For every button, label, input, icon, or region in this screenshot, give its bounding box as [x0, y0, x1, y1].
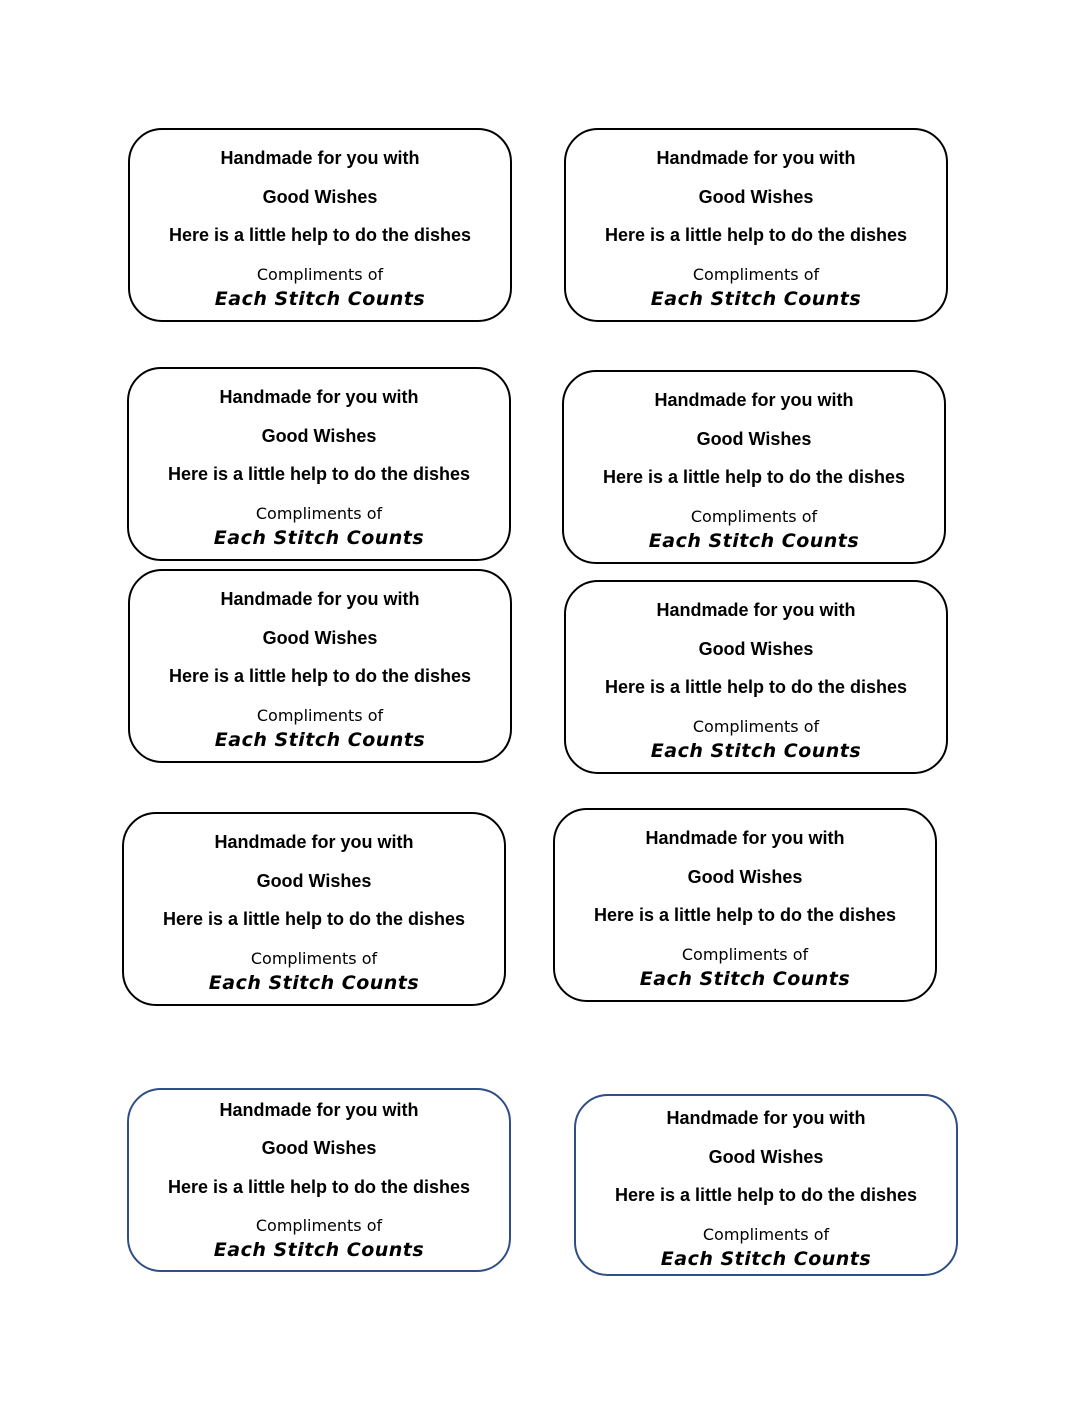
tag-line-good-wishes: Good Wishes [698, 639, 814, 659]
tag-line-brand: Each Stitch Counts [648, 530, 860, 552]
tag-line-handmade: Handmade for you with [220, 589, 420, 609]
gift-tag-8 [553, 808, 937, 1002]
tag-line-dishes: Here is a little help to do the dishes [167, 1177, 471, 1197]
tag-line-handmade: Handmade for you with [219, 1100, 419, 1120]
tag-line-compliments: Compliments of [692, 717, 820, 736]
tag-line-compliments: Compliments of [256, 706, 384, 725]
tag-line-handmade: Handmade for you with [214, 832, 414, 852]
tag-line-handmade: Handmade for you with [656, 148, 856, 168]
tag-line-brand: Each Stitch Counts [214, 288, 426, 310]
tag-line-compliments: Compliments of [690, 507, 818, 526]
tag-line-dishes: Here is a little help to do the dishes [162, 909, 466, 929]
tag-line-compliments: Compliments of [255, 504, 383, 523]
tag-line-compliments: Compliments of [702, 1225, 830, 1244]
tag-line-handmade: Handmade for you with [666, 1108, 866, 1128]
tag-line-handmade: Handmade for you with [656, 600, 856, 620]
tag-line-compliments: Compliments of [250, 949, 378, 968]
tag-line-brand: Each Stitch Counts [660, 1248, 872, 1270]
tag-line-brand: Each Stitch Counts [208, 972, 420, 994]
tag-line-brand: Each Stitch Counts [639, 968, 851, 990]
tag-line-dishes: Here is a little help to do the dishes [168, 666, 472, 686]
tag-line-dishes: Here is a little help to do the dishes [602, 467, 906, 487]
gift-tag-5 [128, 569, 512, 763]
tag-line-brand: Each Stitch Counts [650, 288, 862, 310]
tag-line-dishes: Here is a little help to do the dishes [167, 464, 471, 484]
gift-tag-10 [574, 1094, 958, 1276]
tag-line-good-wishes: Good Wishes [256, 871, 372, 891]
tag-line-handmade: Handmade for you with [645, 828, 845, 848]
tag-line-dishes: Here is a little help to do the dishes [593, 905, 897, 925]
tag-line-dishes: Here is a little help to do the dishes [614, 1185, 918, 1205]
tag-line-good-wishes: Good Wishes [698, 187, 814, 207]
tag-line-brand: Each Stitch Counts [214, 729, 426, 751]
tag-line-compliments: Compliments of [681, 945, 809, 964]
gift-tag-4 [562, 370, 946, 564]
tag-line-dishes: Here is a little help to do the dishes [604, 677, 908, 697]
tag-line-dishes: Here is a little help to do the dishes [168, 225, 472, 245]
tag-line-compliments: Compliments of [255, 1216, 383, 1235]
tag-line-good-wishes: Good Wishes [261, 426, 377, 446]
gift-tag-2 [564, 128, 948, 322]
tag-line-brand: Each Stitch Counts [650, 740, 862, 762]
tag-line-compliments: Compliments of [692, 265, 820, 284]
gift-tag-6 [564, 580, 948, 774]
tag-line-good-wishes: Good Wishes [262, 628, 378, 648]
tag-line-brand: Each Stitch Counts [213, 1239, 425, 1261]
gift-tag-7 [122, 812, 506, 1006]
gift-tag-9 [127, 1088, 511, 1272]
tag-line-good-wishes: Good Wishes [261, 1138, 377, 1158]
gift-tag-3 [127, 367, 511, 561]
tag-line-good-wishes: Good Wishes [262, 187, 378, 207]
tag-line-handmade: Handmade for you with [220, 148, 420, 168]
tag-line-handmade: Handmade for you with [219, 387, 419, 407]
tag-line-brand: Each Stitch Counts [213, 527, 425, 549]
tag-line-good-wishes: Good Wishes [687, 867, 803, 887]
tag-line-good-wishes: Good Wishes [708, 1147, 824, 1167]
tag-line-good-wishes: Good Wishes [696, 429, 812, 449]
tag-line-compliments: Compliments of [256, 265, 384, 284]
tag-line-dishes: Here is a little help to do the dishes [604, 225, 908, 245]
gift-tag-1 [128, 128, 512, 322]
tag-line-handmade: Handmade for you with [654, 390, 854, 410]
